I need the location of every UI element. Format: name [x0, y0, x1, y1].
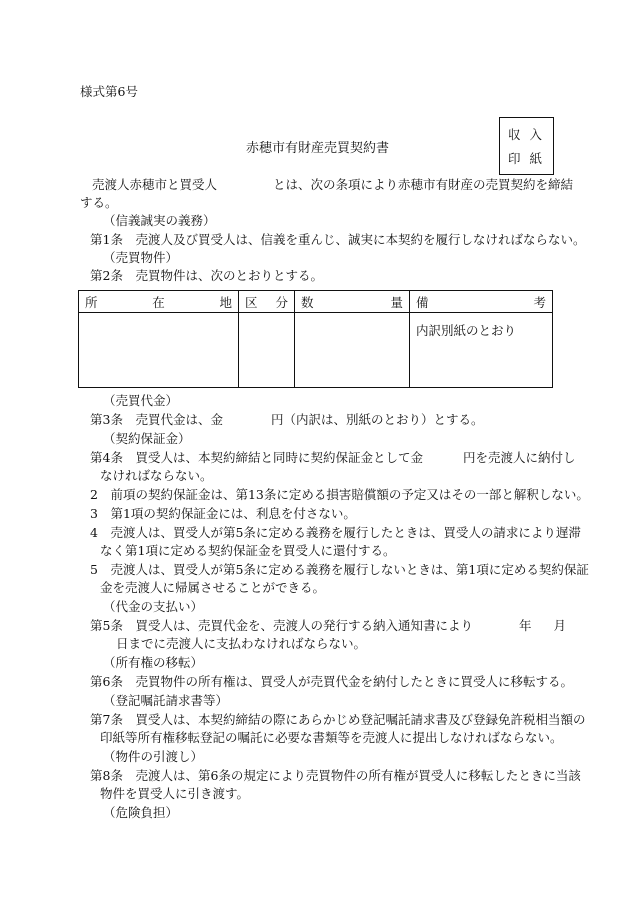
article-4-para-5-cont: 金を売渡人に帰属させることができる。 — [100, 580, 326, 595]
article-3 — [90, 411, 483, 429]
article-8-heading: （物件の引渡し） — [103, 749, 204, 764]
revenue-stamp-box — [499, 117, 554, 175]
article-7-heading: （登記嘱託請求書等） — [103, 693, 229, 708]
article-1-heading: （信義誠実の義務） — [103, 213, 216, 228]
header-remarks — [410, 291, 553, 313]
article-4-heading: （契約保証金） — [103, 431, 191, 446]
article-5-heading: （代金の支払い） — [103, 599, 204, 614]
year-label: 年 — [518, 618, 532, 633]
article-9-heading: （危険負担） — [103, 805, 179, 820]
header-char: 区 — [245, 294, 258, 310]
article-5-cont: 日までに売渡人に支払わなければならない。 — [116, 636, 367, 651]
intro-text-b: とは、次の条項により赤穂市有財産の売買契約を締結 — [273, 177, 574, 192]
article-7-cont: 印紙等所有権移転登記の嘱託に必要な書類等を売渡人に提出しなければならない。 — [100, 730, 563, 745]
cell-quantity — [295, 313, 410, 388]
header-location — [79, 291, 239, 313]
article-4-para-5: 5 売渡人は、買受人が第5条に定める義務を履行しないときは、第1項に定める契約保証 — [90, 562, 589, 577]
article-1: 第1条 売渡人及び買受人は、信義を重んじ、誠実に本契約を履行しなければならない。 — [90, 232, 586, 247]
article-2-heading: （売買物件） — [103, 250, 179, 265]
cell-category — [239, 313, 295, 388]
article-5 — [90, 617, 566, 635]
article-4-para-1-cont: なければならない。 — [100, 468, 213, 483]
intro-text-a: 売渡人赤穂市と買受人 — [92, 177, 218, 192]
form-number: 様式第6号 — [80, 84, 138, 99]
article-4-para-1 — [90, 449, 575, 467]
article-8-cont: 物件を買受人に引き渡す。 — [100, 786, 250, 801]
header-char: 所 — [85, 294, 98, 310]
article-5-text-a: 第5条 買受人は、売買代金を、売渡人の発行する納入通知書により — [90, 618, 473, 633]
article-4-text-a: 第4条 買受人は、本契約締結と同時に契約保証金として金 — [90, 450, 423, 465]
cell-location — [79, 313, 239, 388]
article-4-para-3: 3 第1項の契約保証金には、利息を付さない。 — [90, 506, 356, 521]
article-2: 第2条 売買物件は、次のとおりとする。 — [90, 268, 323, 283]
article-4-text-b: 円を売渡人に納付し — [462, 450, 576, 465]
month-label: 月 — [553, 618, 566, 633]
table-header-row — [79, 291, 553, 313]
header-char: 地 — [219, 294, 232, 310]
article-3-text-a: 第3条 売買代金は、金 — [90, 412, 223, 427]
article-6: 第6条 売買物件の所有権は、買受人が売買代金を納付したときに買受人に移転する。 — [90, 674, 573, 689]
stamp-label-2: 印紙 — [508, 151, 552, 166]
article-4-para-2: 2 前項の契約保証金は、第13条に定める損害賠償額の予定又はその一部と解釈しない。 — [90, 487, 589, 502]
table-row — [79, 313, 553, 388]
article-4-para-4: 4 売渡人は、買受人が第5条に定める義務を履行したときは、買受人の請求により遅滞 — [90, 525, 581, 540]
intro-line-1 — [92, 176, 573, 194]
cell-remarks: 内訳別紙のとおり — [410, 313, 553, 388]
header-char: 量 — [390, 294, 403, 310]
article-6-heading: （所有権の移転） — [103, 655, 204, 670]
intro-line-2: する。 — [80, 195, 118, 210]
article-3-text-b: 円（内訳は、別紙のとおり）とする。 — [270, 412, 484, 427]
stamp-label-1: 収入 — [508, 127, 552, 142]
page-title: 赤穂市有財産売買契約書 — [246, 141, 390, 156]
header-char: 在 — [152, 294, 165, 310]
header-char: 考 — [533, 294, 546, 310]
article-8: 第8条 売渡人は、第6条の規定により売買物件の所有権が買受人に移転したときに当該 — [90, 768, 581, 783]
article-7: 第7条 買受人は、本契約締結の際にあらかじめ登記嘱託請求書及び登録免許税相当額の — [90, 712, 586, 727]
header-char: 数 — [301, 294, 314, 310]
article-4-para-4-cont: なく第1項に定める契約保証金を買受人に還付する。 — [100, 543, 396, 558]
header-char: 備 — [416, 294, 429, 310]
property-table — [78, 290, 553, 388]
header-category — [239, 291, 295, 313]
header-char: 分 — [275, 294, 288, 310]
header-quantity — [295, 291, 410, 313]
article-3-heading: （売買代金） — [103, 393, 179, 408]
